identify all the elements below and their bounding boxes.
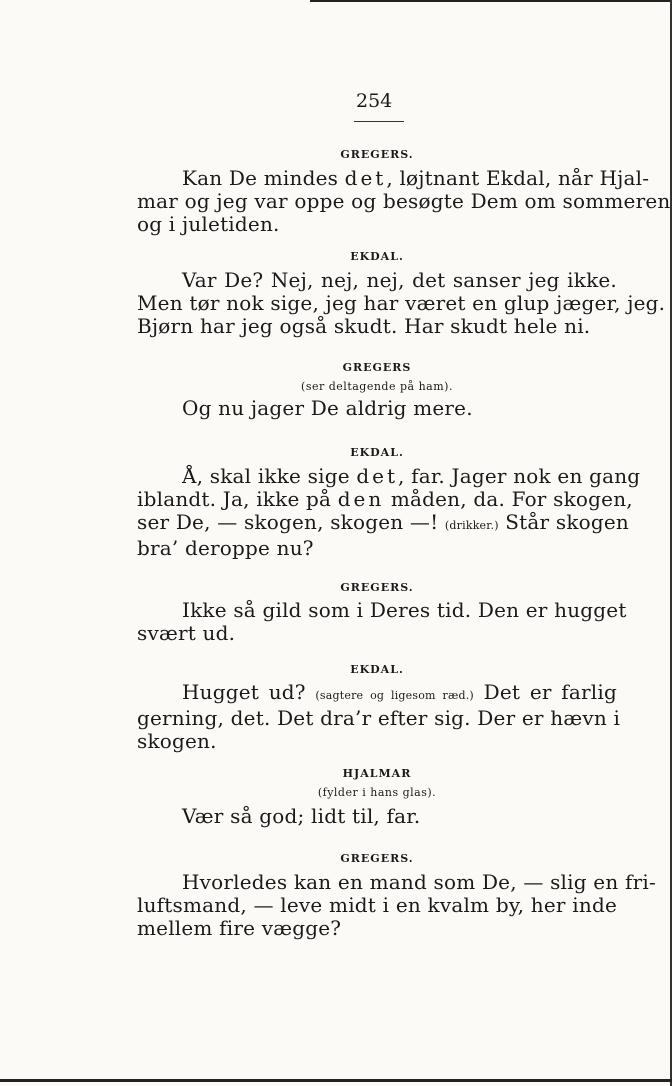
speech: [137, 464, 641, 560]
inline-stage-direction: (sagtere og ligesom ræd.): [315, 689, 474, 702]
text-line: Var De? Nej, nej, nej, det sanser jeg ikke.: [182, 268, 617, 292]
page-number: 254: [356, 90, 393, 112]
page-number-rule: [354, 121, 404, 122]
text-line: iblandt. Ja, ikke på den måden, da. For skogen,: [137, 487, 633, 511]
text-line: gerning, det. Det dra’r efter sig. Der er hævn i: [137, 706, 621, 730]
speech: [137, 397, 617, 420]
spaced-emphasis: det: [356, 464, 398, 488]
speech: [137, 870, 656, 940]
text-line: Å, skal ikke sige det, far. Jager nok en gang: [182, 464, 641, 488]
text-line: Hugget ud? (sagtere og ligesom ræd.) Det er farlig: [182, 680, 617, 704]
spaced-emphasis: det: [344, 166, 387, 190]
speaker-name: EKDAL.: [350, 250, 404, 263]
scan-border-bottom: [0, 1079, 672, 1082]
text-line: mar og jeg var oppe og besøgte Dem om sommeren: [137, 189, 671, 213]
stage-direction: (ser deltagende på ham).: [301, 380, 453, 393]
speaker-name: GREGERS.: [340, 852, 414, 865]
text-line: Men tør nok sige, jeg har været en glup jæger, jeg.: [137, 291, 666, 315]
text-line: Vær så god; lidt til, far.: [182, 804, 421, 828]
text-line: og i juletiden.: [137, 212, 280, 236]
text-line: bra’ deroppe nu?: [137, 536, 314, 560]
scan-border-top: [310, 0, 672, 2]
text-line: luftsmand, — leve midt i en kvalm by, her inde: [137, 893, 617, 917]
text-line: ser De, — skogen, skogen —! (drikker.) Står skogen: [137, 510, 629, 534]
text-line: Kan De mindes det, løjtnant Ekdal, når Hjal-: [182, 166, 650, 190]
text-line: Og nu jager De aldrig mere.: [182, 396, 473, 420]
speech: [137, 680, 621, 753]
speaker-name: GREGERS: [342, 361, 412, 374]
speaker-name: EKDAL.: [350, 446, 404, 459]
speaker-name: EKDAL.: [350, 663, 404, 676]
stage-direction: (fylder i hans glas).: [317, 786, 437, 799]
speaker-name: HJALMAR: [342, 767, 412, 780]
speech: [137, 166, 671, 236]
speech: [137, 598, 627, 645]
text-line: Bjørn har jeg også skudt. Har skudt hele ni.: [137, 314, 591, 338]
text-line: skogen.: [137, 729, 217, 753]
text-line: svært ud.: [137, 621, 236, 645]
text-line: Ikke så gild som i Deres tid. Den er hugget: [182, 598, 627, 622]
speech: [137, 805, 617, 828]
text-line: Hvorledes kan en mand som De, — slig en fri-: [182, 870, 656, 894]
spaced-emphasis: den: [337, 487, 385, 511]
text-line: mellem fire vægge?: [137, 916, 342, 940]
speaker-name: GREGERS.: [340, 581, 414, 594]
inline-stage-direction: (drikker.): [444, 519, 499, 532]
speaker-name: GREGERS.: [340, 148, 414, 161]
speech: [137, 268, 666, 338]
